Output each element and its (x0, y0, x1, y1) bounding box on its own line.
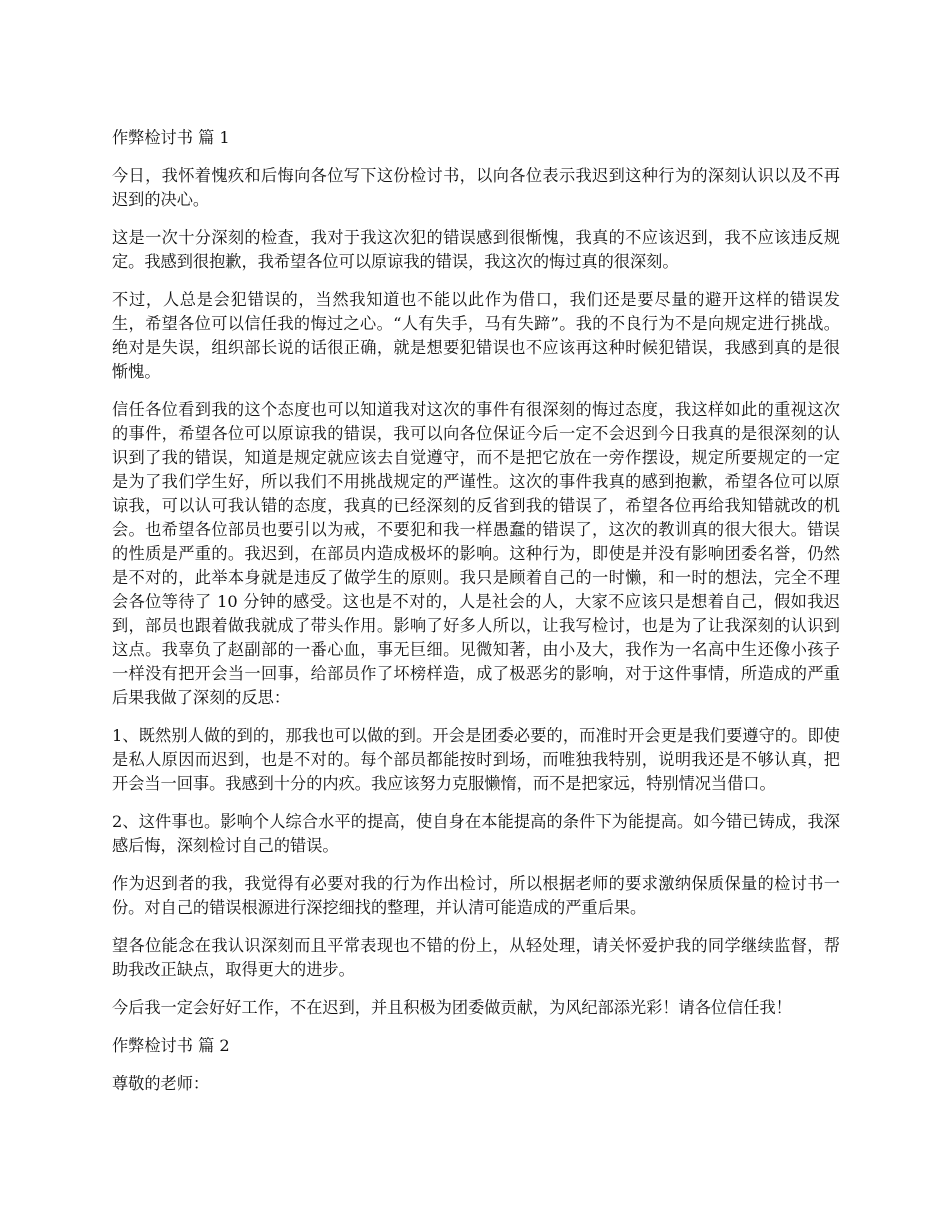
salutation: 尊敬的老师： (112, 1074, 210, 1093)
paragraph: 信任各位看到我的这个态度也可以知道我对这次的事件有很深刻的悔过态度，我这样如此的重视这次的事件，希望各位可以原谅我的错误，我可以向各位保证今后一定不会迟到今日我真的是很深刻的认识到了我的错误，知道是规定就应该去自觉遵守，而不是把它放在一旁作摆设，规定所要规定的一定是为了我们学生好，所以我们不用挑战规定的严谨性。这次的事件我真的感到抱歉，希望各位可以原谅我，可以认可我认错的态度，我真的已经深刻的反省到我的错误了，希望各位再给我知错就改的机会。也希望各位部员也要引以为戒，不要犯和我一样愚蠢的错误了，这次的教训真的很大很大。错误的性质是严重的。我迟到，在部员内造成极坏的影响。这种行为，即使是并没有影响团委名誉，仍然是不对的，此举本身就是违反了做学生的原则。我只是顾着自己的一时懒，和一时的想法，完全不理会各位等待了 10 分钟的感受。这也是不对的，人是社会的人，大家不应该只是想着自己，假如我迟到，部员也跟着做我就成了带头作用。影响了好多人所以，让我写检讨，也是为了让我深刻的认识到这点。我辜负了赵副部的一番心血，事无巨细。见微知著，由小及大，我作为一名高中生还像小孩子一样没有把开会当一回事，给部员作了坏榜样造，成了极恶劣的影响，对于这件事情，所造成的严重后果我做了深刻的反思： (112, 400, 840, 707)
section-heading: 作弊检讨书 篇 2 (112, 1036, 230, 1055)
paragraph: 1、既然别人做的到的，那我也可以做的到。开会是团委必要的，而准时开会更是我们要遵守的。即使是私人原因而迟到，也是不对的。每个部员都能按时到场，而唯独我特别，说明我还是不够认真，把开会当一回事。我感到十分的内疚。我应该努力克服懒惰，而不是把家远，特别情况当借口。 (112, 726, 840, 793)
paragraph: 今日，我怀着愧疚和后悔向各位写下这份检讨书，以向各位表示我迟到这种行为的深刻认识以及不再迟到的决心。 (112, 166, 840, 209)
section-heading: 作弊检讨书 篇 1 (112, 128, 230, 147)
document-page (112, 126, 840, 1110)
paragraph: 今后我一定会好好工作，不在迟到，并且积极为团委做贡献，为风纪部添光彩！请各位信任我！ (112, 998, 792, 1017)
paragraph: 不过，人总是会犯错误的，当然我知道也不能以此作为借口，我们还是要尽量的避开这样的错误发生，希望各位可以信任我的悔过之心。“人有失手，马有失蹄”。我的不良行为不是向规定进行挑战。绝对是失误，组织部长说的话很正确，就是想要犯错误也不应该再这种时候犯错误，我感到真的是很惭愧。 (112, 290, 840, 381)
paragraph: 作为迟到者的我，我觉得有必要对我的行为作出检讨，所以根据老师的要求激纳保质保量的检讨书一份。对自己的错误根源进行深挖细找的整理，并认清可能造成的严重后果。 (112, 874, 840, 917)
paragraph: 这是一次十分深刻的检查，我对于我这次犯的错误感到很惭愧，我真的不应该迟到，我不应该违反规定。我感到很抱歉，我希望各位可以原谅我的错误，我这次的悔过真的很深刻。 (112, 228, 840, 271)
paragraph: 2、这件事也。影响个人综合水平的提高，使自身在本能提高的条件下为能提高。如今错已铸成，我深感后悔，深刻检讨自己的错误。 (112, 812, 840, 855)
paragraph: 望各位能念在我认识深刻而且平常表现也不错的份上，从轻处理，请关怀爱护我的同学继续监督，帮助我改正缺点，取得更大的进步。 (112, 936, 840, 979)
